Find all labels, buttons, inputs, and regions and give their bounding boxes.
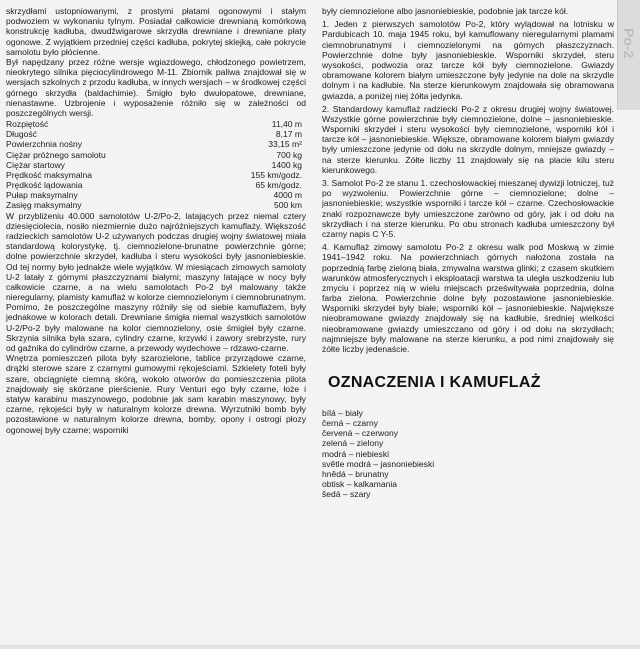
spec-value: 11,40 m bbox=[271, 119, 302, 130]
legend-item: obtisk – kalkamania bbox=[322, 478, 398, 489]
spec-label: Prędkość maksymalna bbox=[6, 169, 92, 180]
spec-label: Powierzchnia nośny bbox=[6, 139, 83, 150]
spec-label: Prędkość lądowania bbox=[6, 180, 83, 191]
page-bottom-edge bbox=[0, 645, 640, 649]
spec-value: 700 kg bbox=[276, 149, 302, 160]
spec-row bbox=[6, 190, 306, 200]
spec-row bbox=[6, 150, 306, 160]
spec-value: 500 km bbox=[273, 200, 302, 211]
legend-item: šedá – szary bbox=[322, 488, 371, 499]
description-paragraph: skrzydłami ustopniowanymi, z prostymi płatami ogonowymi i stałym podwoziem w wykonaniu tylnym. Posiadał całkowicie drewnianą komórkową konstrukcję kadłuba, dwudźwigarowe skrzydła drewniane i drewniane płaty ogonowe. Z wyjątkiem przedniej części kadłuba, pokrytej sklejką, całe pokrycie samolotu było płócienne. bbox=[6, 6, 306, 57]
legend-item: zelená – zielony bbox=[322, 438, 384, 449]
spec-row bbox=[6, 170, 306, 180]
legend-item: světle modrá – jasnoniebieski bbox=[322, 458, 435, 469]
scheme-item-1: 1. Jeden z pierwszych samolotów Po-2, który wylądował na lotnisku w Pardubicach 10. maja 1945 roku, był kamuflowany nieregularnymi plamami ciemnobrunatnymi i ciemnozielonymi na górnych płaszczyznach. Powierzchnie dolne były jasnoniebieskie. Wsporniki skrzydeł, steru wysokości, podwozia oraz tarcze kół były ciemnozielone. Gwiazdy obramowane kolorem białym umieszczone były jedynie na dole na skrzydle dolnym i na kadłubie. Na sterze kierunkowym znajdowała się obramowana gwiazda, a poniżej niej żółta jedynka. bbox=[322, 19, 614, 101]
spec-row bbox=[6, 129, 306, 139]
page-edge-tab bbox=[617, 0, 640, 110]
scheme-item-4: 4. Kamuflaż zimowy samolotu Po-2 z okresu walk pod Moskwą w zimie 1941–1942 roku. Na powierzchniach górnych nałożona została na poprzednią farbę zieloną biała, zmywalna warstwa glinki; z czasem skutkiem warunków atmosferycznych i eksploatacji warstwa ta uległa uszkodzeniu lub zmyciu i poprzez nią w wielu miejscach prześwitywała poprzednia, dolna farba zielona. Powierzchnie dolne były pozostawione jasnoniebieskie. Wsporniki skrzydeł były białe; wsporniki kół – jasnoniebieskie. Największe nieobramowane gwiazdy znajdowały się na kadłubie, średniej wielkości nieobramowane gwiazdy umieszczano od góry i od dołu na skrzydłach; najmniejsze były malowane na sterze kierunku, a pod nimi znajdowały się żółte liczby jedenaście. bbox=[322, 242, 614, 354]
spec-row bbox=[6, 180, 306, 190]
spec-label: Pułap maksymalny bbox=[6, 190, 78, 201]
spec-label: Ciężar próżnego samolotu bbox=[6, 149, 106, 160]
spec-label: Rozpiętość bbox=[6, 119, 49, 130]
spec-label: Ciężar startowy bbox=[6, 159, 65, 170]
spec-value: 155 km/godz. bbox=[250, 169, 302, 180]
spec-value: 33,15 m² bbox=[268, 139, 302, 150]
specifications-table bbox=[6, 119, 306, 211]
spec-row bbox=[6, 160, 306, 170]
spec-value: 1400 kg bbox=[271, 159, 302, 170]
left-column bbox=[6, 6, 306, 435]
spec-label: Zasięg maksymalny bbox=[6, 200, 82, 211]
scheme-item-2: 2. Standardowy kamuflaż radziecki Po-2 z okresu drugiej wojny światowej. Wszystkie górne powierzchnie były ciemnozielone, dolne – jasnoniebieskie. Wsporniki skrzydeł i steru wysokości były ciemnozielone, wsporniki kół i tarcze kół – jasnoniebieskie. Większe, obramowane kolorem białym gwiazdy były umieszczone jedynie od dołu na skrzydle dolnym, mniejsze gwiazdy – na sterze kierunku. Żółte liczby 11 znajdowały się na placie kilu steru kierunkowego. bbox=[322, 103, 614, 175]
spec-row bbox=[6, 119, 306, 129]
continuation-paragraph: były ciemnozielone albo jasnoniebieskie, podobnie jak tarcze kół. bbox=[322, 6, 569, 16]
legend-item: černá – czarny bbox=[322, 418, 379, 429]
color-legend bbox=[322, 408, 614, 499]
legend-item: bílá – biały bbox=[322, 408, 363, 419]
spec-label: Długość bbox=[6, 129, 37, 140]
legend-item: modrá – niebieski bbox=[322, 448, 389, 459]
cockpit-paragraph: Wnętrza pomieszczeń pilota były szarozielone, tablice przyrządowe czarne, drążki sterowe szare z czarnymi gumowymi rękojeściami. Szkielety foteli były szare, obciągnięte ciemną skórą, wokoło otworów do pomieszczenia pilota znajdowały się skórzane pierścienie. Rury Venturi ego były czarne, łoże i statyw karabinu maszynowego, podobnie jak sam karabin maszynowy, były czarne, rękojeści były w naturalnym kolorze drewna. Wyrzutniki bomb były pozostawione w naturalnym kolorze drewna, bomby, opony i ostrogi płozy ogonowej były czarne; wsporniki bbox=[6, 353, 306, 435]
legend-item: hnědá – brunatny bbox=[322, 468, 389, 479]
spec-value: 4000 m bbox=[273, 190, 302, 201]
spec-row bbox=[6, 139, 306, 149]
engine-paragraph: Był napędzany przez różne wersje wgiazdowego, chłodzonego powietrzem, nieokrytego silnika pięciocylindrowego M-11. Zbiornik paliwa znajdował się w wersjach szkolnych z przodu kadłuba, w innych wersjach – w środkowej części górnego skrzydła (baldachimie). Śmigło było dwułopatowe, drewniane, nienastawne. Uzbrojenie i wyposażenie różniło się w zależności od poszczególnych wersji. bbox=[6, 56, 306, 118]
spec-value: 8,17 m bbox=[275, 129, 302, 140]
right-column bbox=[322, 6, 614, 499]
section-heading: OZNACZENIA I KAMUFLAŻ bbox=[328, 374, 541, 392]
spec-value: 65 km/godz. bbox=[255, 180, 302, 191]
scheme-item-3: 3. Samolot Po-2 ze stanu 1. czechosłowackiej mieszanej dywizji lotniczej, tuż po wyzwoleniu. Powierzchnie górne – ciemnozielone; dolne – jasnoniebieskie; wszystkie wsporniki i tarcze kół – czarne. Czechosłowackie znaki rozpoznawcze były umieszczone zarówno od góry, jak i od dołu na skrzydłach i na sterze kierunku. Po obu stronach kadłuba umieszczony był czarny napis C Y-5. bbox=[322, 178, 614, 239]
camouflage-paragraph: W przybliżeniu 40.000 samolotów U-2/Po-2, latających przez niemal cztery dziesięciolecia, nosiło niezmiernie dużo najróżniejszych kamuflaży. Większość radzieckich samolotów U-2 używanych podczas drugiej wojny światowej miała standardową kolorystykę, tj. ciemnozielone-brunatne powierzchnie górne; dolne powierzchnie skrzydeł, kadłuba i steru wysokości były jasnoniebieskie. Od tej normy było jednakże wiele wyjątków. W miesiącach zimowych samoloty U-2 latały z górnymi płaszczyznami białymi; maszyny latające w nocy były całkowicie czarne, a na wielu samolotach Po-2 był malowany także nieregularny, plamisty kamuflaż w kolorze ciemnozielonym i ciemnobrunatnym. Pomimo, że poszczególne maszyny różniły się od siebie kamuflażem, były jednakowe w kolorach detali. Drewniane śmigła niemal wszystkich samolotów U-2/Po-2 były malowane na kolor ciemnozielony, osie śmigieł były czarne. Skrzynia silnika była szara, cylindry czarne, krzywki i zawory srebrzyste, rury od gaźnika do cylindrów czarne, a przewody wydechowe – rdzawo-czarne. bbox=[6, 210, 306, 354]
edge-tab-label: Po-2 bbox=[621, 28, 637, 59]
spec-row bbox=[6, 200, 306, 210]
legend-item: červená – czerwony bbox=[322, 428, 399, 439]
